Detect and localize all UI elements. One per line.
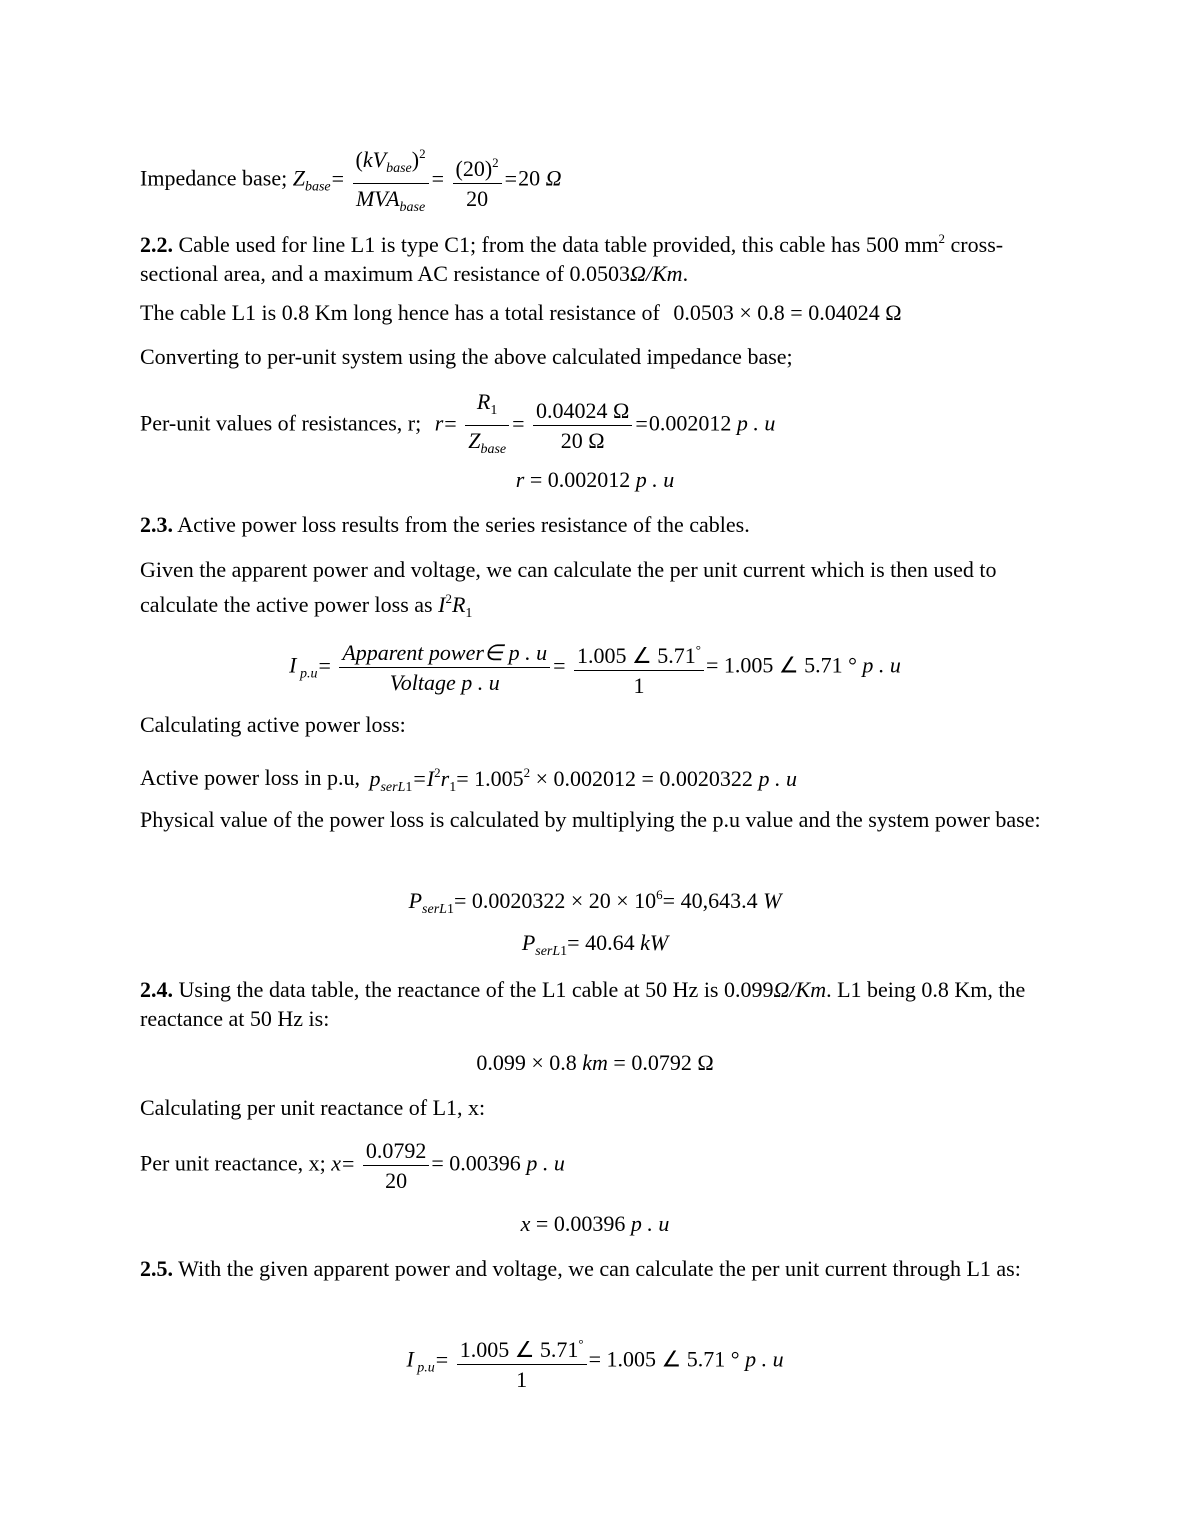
fraction-x: [363, 1137, 430, 1194]
perunit-equation: r= $\frac{R_1}{Z_{base}}$ = $\frac{0.04024 \Omega}{20 \Omega}$ =0.002012 p . u: [435, 388, 776, 463]
perunit-resistance-line: [140, 388, 1050, 463]
fraction-apparent-voltage: [339, 639, 550, 696]
calc-react-line: [140, 1093, 1050, 1122]
react-km: km: [582, 1050, 608, 1075]
x-equation: x= $\frac{0.0792}{20}$ = 0.00396 p . u: [331, 1138, 565, 1193]
converting-line: [140, 342, 1050, 371]
pu-unit: p . u: [630, 1211, 670, 1236]
section-2-3: [140, 510, 1050, 539]
phasor-numerator: 1.005 ∠ 5.71: [577, 643, 696, 668]
period: .: [682, 261, 689, 286]
impedance-label: Impedance base;: [140, 165, 288, 191]
x-result: = 0.00396: [431, 1150, 521, 1176]
converting-text: Converting to per-unit system using the above calculated impedance base;: [140, 344, 793, 369]
x-numerator: 0.0792: [363, 1137, 430, 1166]
pu-unit: p . u: [758, 766, 797, 791]
fraction-ohms: $\frac{0.04024 \Omega}{20 \Omega}$: [533, 397, 632, 454]
ipu-denominator: Voltage p . u: [389, 670, 500, 695]
pser2-result: = 40.64: [567, 930, 635, 955]
section-text: Active power loss results from the series resistance of the cables.: [177, 512, 750, 537]
superscript: 2: [938, 231, 946, 246]
ipu-numerator: Apparent power∈ p . u: [342, 640, 548, 665]
react-eq-a: 0.099 × 0.8: [476, 1050, 577, 1075]
ipu-result: = 1.005 ∠ 5.71 °: [705, 652, 857, 678]
ipu-result: = 1.005 ∠ 5.71 °: [588, 1346, 740, 1372]
section-number: 2.2.: [140, 232, 173, 257]
section-text-cont: . L1 being 0.8 Km, the reactance at 50 Hz is:: [140, 977, 1026, 1031]
pser1-eq: = 0.0020322 × 20 × 10: [453, 888, 657, 913]
cable-total-line: [140, 298, 1050, 327]
cable-total-equation: 0.0503 × 0.8 = 0.04024 Ω: [673, 300, 902, 325]
phasor-denominator: 1: [516, 1367, 528, 1392]
calc-active-line: [140, 710, 1050, 739]
x-result-2: = 0.00396: [535, 1211, 626, 1236]
fraction-phasor-2: $\frac{1.005 \angle 5.71^\circ}{1}$: [457, 1330, 587, 1393]
apl-label: Active power loss in p.u,: [140, 765, 360, 791]
section-text-cont: cross-sectional area, and a maximum AC resistance of 0.0503: [140, 232, 1004, 286]
section-2-2: [140, 224, 1050, 288]
apl-equation: $p_{serL1}=I^2r_1= 1.005^2 \times 0.002012 = 0.0020322$ p . u: [369, 765, 797, 795]
given-paragraph: Given the apparent power and voltage, we can calculate the per unit current which is then used to calculate the active power loss as $I^2R_1$: [140, 557, 997, 621]
pser1-result: = 40,643.4: [662, 888, 758, 913]
physical-text: Physical value of the power loss is calculated by multiplying the p.u value and the system power base:: [140, 807, 1041, 832]
unit-ohm-km: Ω/Km: [629, 261, 683, 286]
fraction-r1-zbase: $\frac{R_1}{Z_{base}}$: [465, 388, 509, 463]
calc-active-text: Calculating active power loss:: [140, 712, 406, 737]
r-result: = 0.002012: [529, 467, 631, 492]
reactance-equation: [0, 1048, 1190, 1077]
section-text: Cable used for line L1 is type C1; from the data table provided, this cable has 500 mm: [178, 232, 939, 257]
physical-paragraph: [140, 805, 1050, 834]
perunit-label: Per-unit values of resistances, r;: [140, 410, 422, 436]
pu-unit: p . u: [745, 1346, 784, 1372]
pser-equation-2: $P_{serL1}= 40.64$ kW: [521, 930, 669, 959]
impedance-base-line: [140, 140, 1050, 221]
section-text: Using the data table, the reactance of the L1 cable at 50 Hz is 0.099: [178, 977, 774, 1002]
x-result-line: x = 0.00396 p . u: [520, 1211, 670, 1236]
section-number: 2.4.: [140, 977, 173, 1002]
apl-eq-b: × 0.002012 = 0.0020322: [535, 766, 753, 791]
pu-unit: p . u: [635, 467, 675, 492]
fraction-20sq-20: $\frac{(20)^2}{20}$: [453, 149, 502, 212]
fraction-kv-mva: $\frac{(kV_{base})^2}{MVA_{base}}$: [353, 140, 429, 221]
r-result-line: r = 0.002012 p . u: [515, 467, 675, 492]
apl-eq-a: = 1.005: [456, 766, 524, 791]
react-eq-b: = 0.0792 Ω: [613, 1050, 714, 1075]
phasor-numerator: 1.005 ∠ 5.71: [459, 1337, 579, 1362]
fraction-phasor: $\frac{1.005 \angle 5.71^\circ}{1}$: [574, 636, 704, 699]
pu-reactance-line: [140, 1137, 1050, 1194]
pser-equation-1: $P_{serL1}= 0.0020322 \times 20 \times 10^6= 40,643.4$ W: [408, 887, 782, 917]
pu-unit: p . u: [526, 1150, 565, 1176]
section-text: With the given apparent power and voltage, we can calculate the per unit current through L1 as:: [178, 1256, 1021, 1281]
given-text: Given the apparent power and voltage, we can calculate the per unit current which is then used to calculate the active power loss as: [140, 557, 997, 617]
pu-react-label: Per unit reactance, x;: [140, 1150, 326, 1176]
section-2-4: [140, 975, 1050, 1033]
ipu-equation-second: I $_{p.u}$= $\frac{1.005 \angle 5.71^\circ}{1}$ = 1.005 ∠ 5.71 ° p . u: [406, 1330, 783, 1393]
x-denominator: 20: [385, 1168, 408, 1193]
impedance-equation: $Z_{base}=$ $\frac{(kV_{base})^2}{MVA_{base}}$ = $\frac{(20)^2}{20}$ =20 Ω: [293, 140, 562, 221]
ipu-equation-2: [0, 1330, 1190, 1393]
ipu-equation: I $_{p.u}$= $\frac{\text{Apparent power∈ p . u}}{\text{Voltage p . u}}$ = $\frac{1.005 \angle 5.71^\circ}{1}$ = 1.005 ∠ 5.71 ° p . u: [289, 636, 901, 699]
active-power-loss-line: [140, 758, 1050, 802]
phasor-denominator: 1: [633, 673, 645, 698]
section-number: 2.3.: [140, 512, 173, 537]
ipu-equation-line: [0, 636, 1190, 699]
pu-unit: p . u: [862, 652, 901, 678]
pser1-sup: 6: [656, 887, 663, 902]
unit-ohm-km: Ω/Km: [773, 977, 827, 1002]
cable-total-text: The cable L1 is 0.8 Km long hence has a total resistance of: [140, 300, 660, 325]
section-number: 2.5.: [140, 1256, 173, 1281]
calc-react-text: Calculating per unit reactance of L1, x:: [140, 1095, 486, 1120]
section-2-5: [140, 1254, 1050, 1283]
